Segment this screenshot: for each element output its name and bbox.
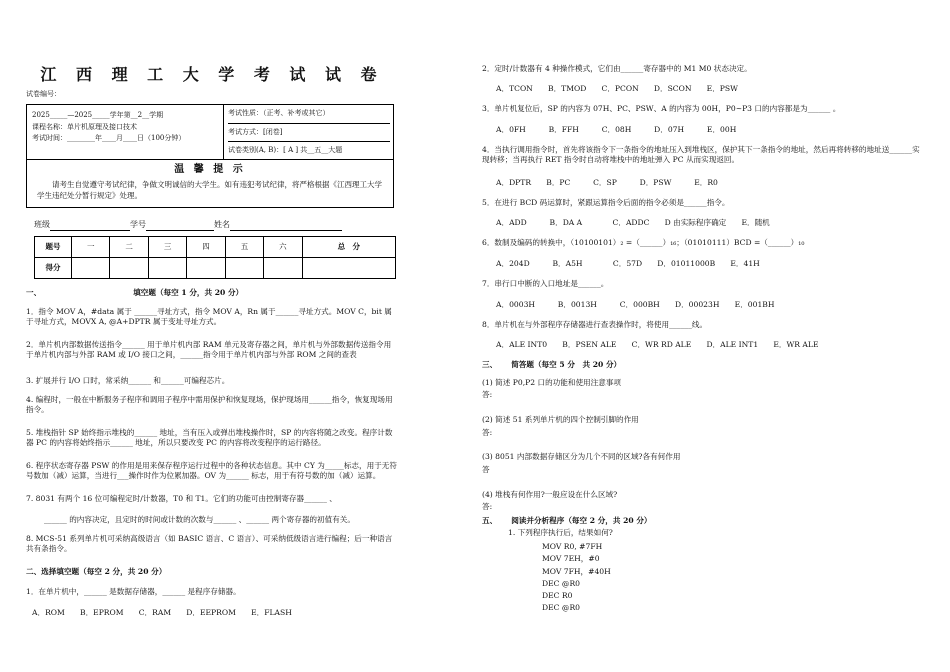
answer-options: A．ALE INT0 B．PSEN ALE C．WR RD ALE D．ALE INT1 E．WR ALE xyxy=(496,340,819,349)
question: ______ 的内容决定，且定时的时间或计数的次数与______ 、______ 两个寄存器的初值有关。 xyxy=(44,515,355,524)
table-cell: 一 xyxy=(72,237,110,258)
answer-options: A．0FH B．FFH C．08H D．07H E．00H xyxy=(496,125,737,134)
table-row xyxy=(35,237,396,258)
table-cell: 六 xyxy=(264,237,302,258)
question: 2．定时/计数器有 4 种操作模式，它们由______寄存器中的 M1 M0 状态决定。 xyxy=(482,64,752,73)
question: 1. 下列程序执行后，结果如何? xyxy=(508,528,613,537)
section-1-heading xyxy=(26,288,398,298)
answer-options: A．204D B．A5H C．57D D．01011000B E．41H xyxy=(496,259,760,268)
section-3-heading xyxy=(482,360,922,370)
score-cell[interactable] xyxy=(225,258,263,279)
answer-options: A．0003H B．0013H C．000BH D．00023H E．001BH xyxy=(496,300,775,309)
question: 5．在进行 BCD 码运算时，紧跟运算指令后面的指令必须是______指令。 xyxy=(482,198,730,207)
question: 8. MCS-51 系列单片机可采纳高级语言（如 BASIC 语言、C 语言）、可采纳低级语言进行编程；后一种语言共有条指令。 xyxy=(26,534,393,554)
score-table xyxy=(34,236,396,279)
table-cell: 三 xyxy=(148,237,186,258)
academic-year: 2025_____—2025_____学年第__2__学期 xyxy=(32,111,164,119)
exam-info-box xyxy=(26,104,394,208)
answer-label: 答: xyxy=(482,502,493,511)
question: 3．单片机复位后，SP 的内容为 07H、PC、PSW、A 的内容为 00H，P0~P3 口的内容都是为______ 。 xyxy=(482,104,841,113)
question: (2) 简述 51 系列单片机的四个控制引脚的作用 xyxy=(482,415,639,424)
section-number: 三、 xyxy=(482,360,498,369)
section-title: 填空题（每空 1 分，共 20 分） xyxy=(133,288,244,297)
divider xyxy=(27,159,393,160)
class-label: 班级 xyxy=(34,220,50,229)
exam-info-left xyxy=(32,110,220,145)
name-field[interactable] xyxy=(230,221,342,231)
name-label: 姓名 xyxy=(214,220,230,229)
section-title: 阅读并分析程序（每空 2 分，共 20 分） xyxy=(511,516,652,525)
answer-label: 答 xyxy=(482,465,490,474)
table-cell: 得分 xyxy=(35,258,72,279)
question: 1．指令 MOV A，#data 属于 ______寻址方式，指令 MOV A，Rn 属于______寻址方式。MOV C，bit 属于寻址方式，MOVX A, @A+DPTR 属于变址寻址方式。 xyxy=(26,307,392,327)
question: 4. 编程时，一般在中断服务子程序和调用子程序中需用保护和恢复现场，保护现场用______指令，恢复现场用指令。 xyxy=(26,395,393,415)
question: (4) 堆栈有何作用?一般应设在什么区域? xyxy=(482,490,618,499)
notice-body: 请考生自觉遵守考试纪律，争做文明诚信的大学生。如有违犯考试纪律，将严格根据《江西理工大学学生违纪处分暂行规定》处理。 xyxy=(37,180,382,201)
notice-title: 温 馨 提 示 xyxy=(174,164,246,175)
score-cell[interactable] xyxy=(72,258,110,279)
exam-time: 考试时间：________年____月____日（100分钟） xyxy=(32,134,186,143)
question: (1) 简述 P0,P2 口的功能和使用注意事项 xyxy=(482,378,622,387)
exam-method: 考试方式：[闭卷] xyxy=(228,124,390,143)
answer-options: A．DPTR B．PC C．SP D．PSW E．R0 xyxy=(496,178,718,187)
question: 8．单片机在与外部程序存储器进行查表操作时，将使用______线。 xyxy=(482,320,708,329)
table-cell: 二 xyxy=(110,237,148,258)
score-cell[interactable] xyxy=(148,258,186,279)
question: 7．串行口中断的入口地址是______。 xyxy=(482,279,609,288)
question: 5. 堆栈指针 SP 始终指示堆栈的______ 地址，当有压入或弹出堆栈操作时，SP 的内容将随之改变。程序计数器 PC 的内容将始终指示______ 地址，所以只要改变 PC 的内容将改变程序的运行路径。 xyxy=(26,428,393,448)
score-cell[interactable] xyxy=(187,258,225,279)
code-line: MOV 7EH，#0 xyxy=(542,554,600,564)
score-cell[interactable] xyxy=(264,258,302,279)
table-cell: 五 xyxy=(225,237,263,258)
course-name: 课程名称：单片机原理及接口技术 xyxy=(32,122,137,131)
answer-options: A．ROM B．EPROM C．RAM D．EEPROM E．FLASH xyxy=(32,608,292,617)
exam-number-label: 试卷编号： xyxy=(26,90,61,98)
question: 6．数制及编码的转换中，（10100101）₂ =（______）₁₆；（01010111）BCD =（______）₁₀ xyxy=(482,238,805,247)
section-2-heading: 二、选择填空题（每空 2 分，共 20 分） xyxy=(26,567,167,576)
table-cell: 四 xyxy=(187,237,225,258)
question: (3) 8051 内部数据存储区分为几个不同的区域?各有何作用 xyxy=(482,452,681,461)
answer-label: 答: xyxy=(482,390,493,399)
exam-info-right xyxy=(228,105,390,160)
score-cell[interactable] xyxy=(110,258,148,279)
table-cell: 总 分 xyxy=(302,237,395,258)
question: 6. 程序状态寄存器 PSW 的作用是用来保存程序运行过程中的各种状态信息。其中 CY 为_____标志，用于无符号数加（减）运算，当进行___操作时作为位累加器。OV 为______ 标志，用于有符号数的加（减）运算。 xyxy=(26,461,397,481)
table-row xyxy=(35,258,396,279)
code-block xyxy=(542,541,742,615)
code-line: DEC @R0 xyxy=(542,578,580,588)
section-number: 五、 xyxy=(482,516,498,525)
section-number: 一、 xyxy=(26,288,42,297)
answer-options: A．TCON B．TMOD C．PCON D．SCON E．PSW xyxy=(496,84,738,93)
student-info-line xyxy=(34,220,342,231)
question: 3. 扩展并行 I/O 口时，常采纳______ 和______可编程芯片。 xyxy=(26,376,230,385)
student-id-label: 学号 xyxy=(130,220,146,229)
code-line: MOV 7FH，#40H xyxy=(542,566,611,576)
answer-options: A．ADD B．DA A C．ADDC D 由实际程序确定 E．随机 xyxy=(496,218,770,227)
code-line: MOV R0, #7FH xyxy=(542,542,603,551)
score-cell[interactable] xyxy=(302,258,395,279)
section-title: 简答题（每空 5 分 共 20 分） xyxy=(511,360,622,369)
exam-nature: 考试性质：（正考、补考或其它） xyxy=(228,105,390,124)
question: 4．当执行调用指令时，首先将该指令下一条指令的地址压入到堆栈区，保护其下一条指令的地址，然后再将转移的地址送______实现转移；当再执行 RET 指令时自动将堆栈中的地址弹入 PC 从而实现返回。 xyxy=(482,145,920,165)
exam-category: 试卷类别(A, B)：[ A ] 共__五__大题 xyxy=(228,146,343,155)
question: 7. 8031 有两个 16 位可编程定时/计数器，T0 和 T1。它们的功能可由控制寄存器______ 、 xyxy=(26,494,337,503)
table-cell: 题号 xyxy=(35,237,72,258)
code-line: DEC R0 xyxy=(542,591,573,601)
code-line: DEC @R0 xyxy=(542,603,580,613)
section-5-heading xyxy=(482,516,922,526)
student-id-field[interactable] xyxy=(146,221,214,231)
question: 2．单片机内部数据传送指令______ 用于单片机内部 RAM 单元及寄存器之间，单片机与外部数据传送指令用于单片机内部与外部 RAM 或 I/O 接口之间，______指令用于单片机内部与外部 ROM 之间的查表 xyxy=(26,340,392,360)
divider xyxy=(223,105,224,159)
class-field[interactable] xyxy=(50,221,130,231)
exam-title: 江 西 理 工 大 学 考 试 试 卷 xyxy=(40,65,384,84)
answer-label: 答: xyxy=(482,428,493,437)
question: 1．在单片机中，______ 是数据存储器，______ 是程序存储器。 xyxy=(26,587,241,596)
